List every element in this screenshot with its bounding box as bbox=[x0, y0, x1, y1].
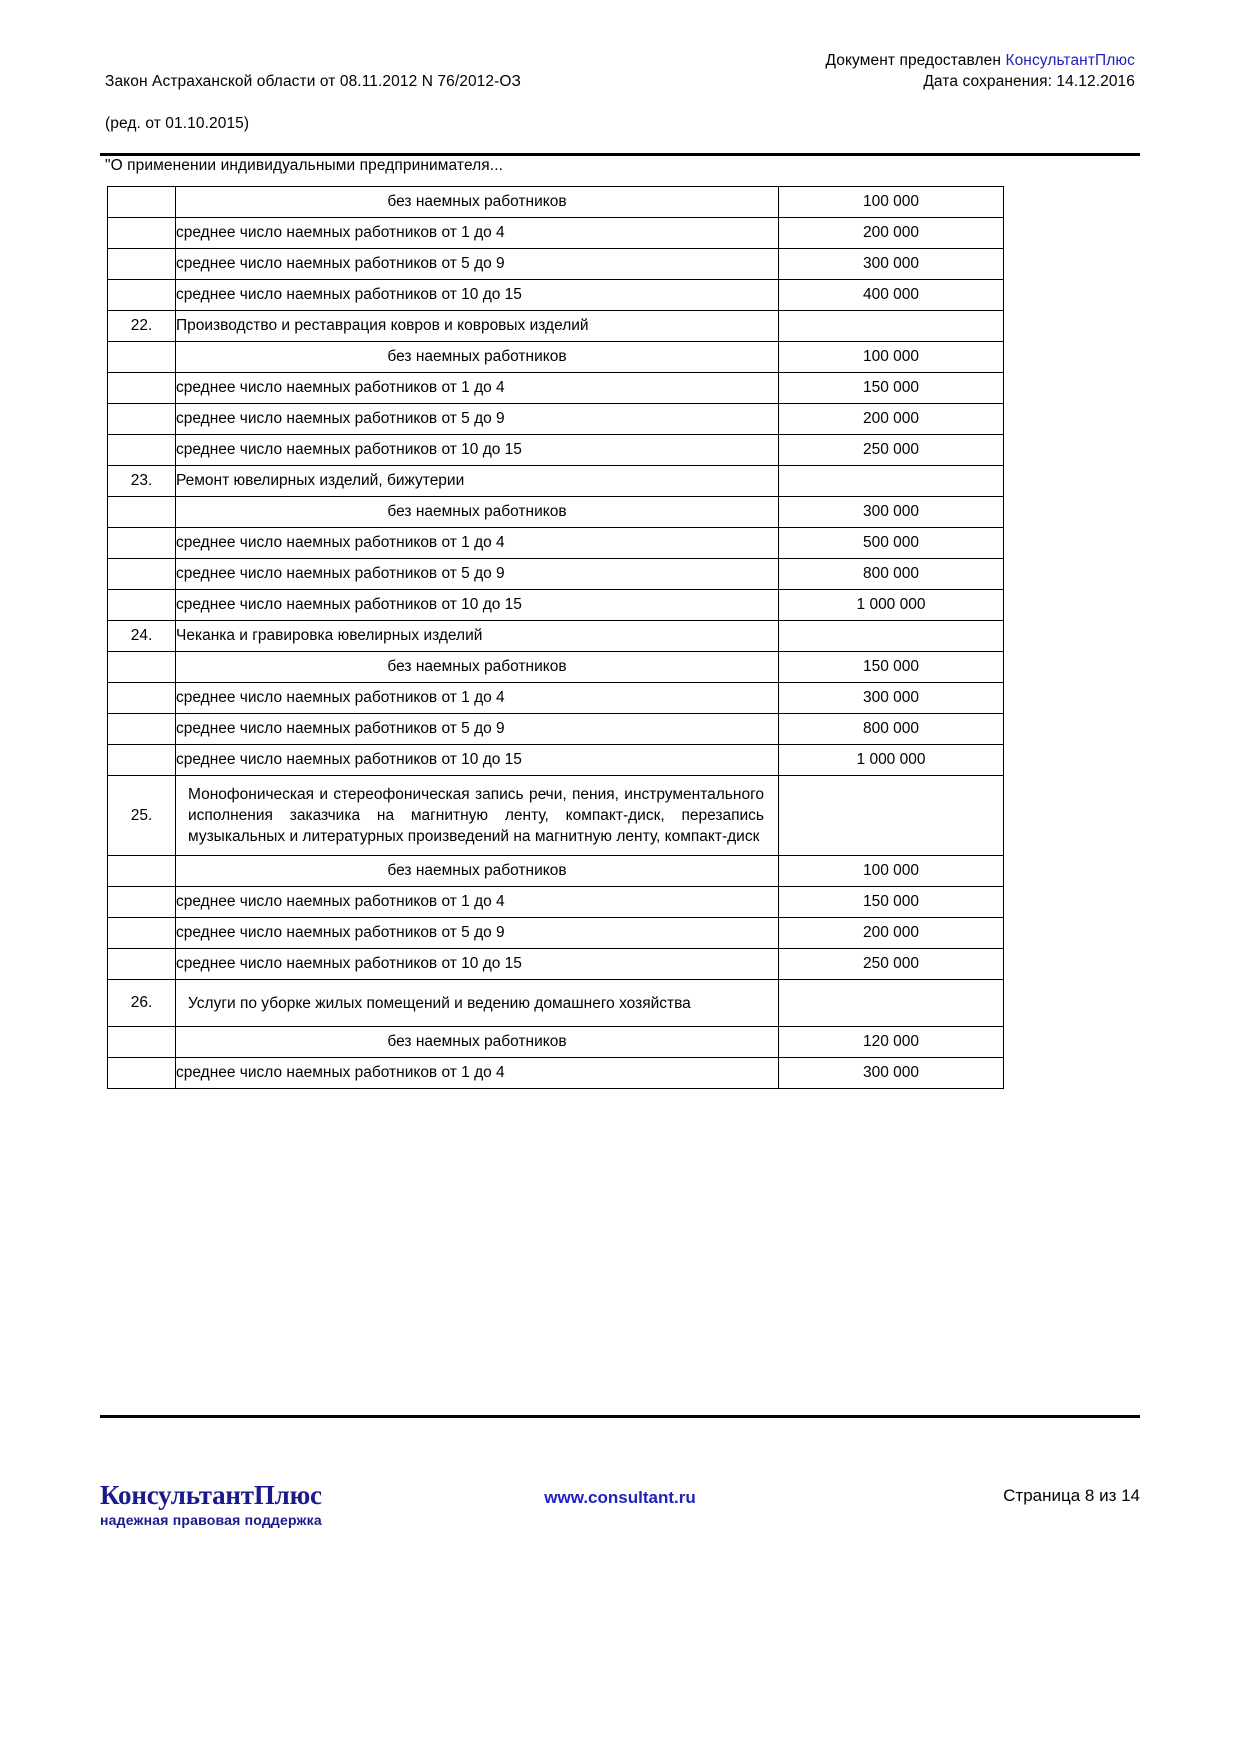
header-divider-rule bbox=[100, 153, 1140, 156]
table-row bbox=[108, 404, 1004, 435]
row-number-cell bbox=[108, 497, 176, 528]
row-description-cell: среднее число наемных работников от 10 до 15 bbox=[176, 949, 779, 980]
row-number-cell bbox=[108, 652, 176, 683]
row-description-cell: среднее число наемных работников от 5 до 9 bbox=[176, 404, 779, 435]
row-description-cell: среднее число наемных работников от 10 до 15 bbox=[176, 590, 779, 621]
consultant-plus-link[interactable]: КонсультантПлюс bbox=[1005, 52, 1135, 69]
row-amount-cell bbox=[779, 980, 1004, 1027]
row-number-cell bbox=[108, 1058, 176, 1089]
row-amount-cell: 150 000 bbox=[779, 373, 1004, 404]
row-number-cell bbox=[108, 714, 176, 745]
row-description-cell: среднее число наемных работников от 10 до 15 bbox=[176, 745, 779, 776]
patent-income-table bbox=[107, 186, 1004, 1089]
footer-brand bbox=[100, 1480, 322, 1530]
row-description-cell: среднее число наемных работников от 5 до 9 bbox=[176, 918, 779, 949]
row-amount-cell bbox=[779, 311, 1004, 342]
row-amount-cell: 400 000 bbox=[779, 280, 1004, 311]
provided-by-line bbox=[826, 50, 1136, 71]
table-row bbox=[108, 218, 1004, 249]
row-description-cell: среднее число наемных работников от 10 до 15 bbox=[176, 280, 779, 311]
consultant-plus-logo: КонсультантПлюс bbox=[100, 1480, 322, 1510]
table-row bbox=[108, 435, 1004, 466]
row-amount-cell: 300 000 bbox=[779, 683, 1004, 714]
row-description-cell: среднее число наемных работников от 1 до 4 bbox=[176, 218, 779, 249]
row-description-cell: без наемных работников bbox=[176, 1027, 779, 1058]
table-row bbox=[108, 745, 1004, 776]
table-row bbox=[108, 249, 1004, 280]
row-amount-cell: 150 000 bbox=[779, 887, 1004, 918]
row-number-cell bbox=[108, 373, 176, 404]
table-row bbox=[108, 621, 1004, 652]
table-row bbox=[108, 311, 1004, 342]
table-row bbox=[108, 528, 1004, 559]
table-row bbox=[108, 497, 1004, 528]
row-description-cell: среднее число наемных работников от 5 до 9 bbox=[176, 714, 779, 745]
row-description-cell: без наемных работников bbox=[176, 856, 779, 887]
table-row bbox=[108, 652, 1004, 683]
row-description-cell: среднее число наемных работников от 1 до 4 bbox=[176, 373, 779, 404]
table-row bbox=[108, 1027, 1004, 1058]
table-row bbox=[108, 887, 1004, 918]
row-amount-cell: 200 000 bbox=[779, 218, 1004, 249]
table-row bbox=[108, 776, 1004, 856]
document-title-line-3: "О применении индивидуальными предпринимателя... bbox=[105, 157, 504, 174]
row-amount-cell: 100 000 bbox=[779, 187, 1004, 218]
row-number-cell bbox=[108, 280, 176, 311]
row-number-cell bbox=[108, 683, 176, 714]
document-provenance-block bbox=[826, 50, 1136, 92]
row-amount-cell bbox=[779, 466, 1004, 497]
row-amount-cell: 1 000 000 bbox=[779, 590, 1004, 621]
row-description-cell: Производство и реставрация ковров и ковровых изделий bbox=[176, 311, 779, 342]
row-description-cell: Ремонт ювелирных изделий, бижутерии bbox=[176, 466, 779, 497]
page-footer bbox=[100, 1480, 1140, 1560]
consultant-plus-tagline: надежная правовая поддержка bbox=[100, 1512, 322, 1528]
row-amount-cell: 300 000 bbox=[779, 249, 1004, 280]
table-row bbox=[108, 714, 1004, 745]
row-description-cell: без наемных работников bbox=[176, 497, 779, 528]
document-title-line-1: Закон Астраханской области от 08.11.2012 N 76/2012-ОЗ bbox=[105, 73, 522, 90]
row-number-cell bbox=[108, 745, 176, 776]
row-amount-cell: 250 000 bbox=[779, 435, 1004, 466]
row-number-cell bbox=[108, 918, 176, 949]
table-row bbox=[108, 466, 1004, 497]
row-amount-cell bbox=[779, 776, 1004, 856]
row-description-cell: без наемных работников bbox=[176, 652, 779, 683]
row-number-cell: 22. bbox=[108, 311, 176, 342]
row-number-cell bbox=[108, 559, 176, 590]
row-amount-cell: 1 000 000 bbox=[779, 745, 1004, 776]
row-number-cell bbox=[108, 187, 176, 218]
table-row bbox=[108, 918, 1004, 949]
row-number-cell: 26. bbox=[108, 980, 176, 1027]
saved-date: Дата сохранения: 14.12.2016 bbox=[923, 73, 1135, 90]
row-amount-cell: 150 000 bbox=[779, 652, 1004, 683]
row-amount-cell: 100 000 bbox=[779, 342, 1004, 373]
consultant-website-link[interactable]: www.consultant.ru bbox=[544, 1488, 696, 1507]
row-amount-cell: 800 000 bbox=[779, 714, 1004, 745]
row-number-cell bbox=[108, 1027, 176, 1058]
row-description-cell: среднее число наемных работников от 1 до 4 bbox=[176, 683, 779, 714]
row-number-cell bbox=[108, 249, 176, 280]
row-description-cell: без наемных работников bbox=[176, 187, 779, 218]
row-number-cell: 25. bbox=[108, 776, 176, 856]
row-description-cell: среднее число наемных работников от 5 до 9 bbox=[176, 559, 779, 590]
row-description-cell: среднее число наемных работников от 10 до 15 bbox=[176, 435, 779, 466]
row-number-cell bbox=[108, 435, 176, 466]
table-row bbox=[108, 373, 1004, 404]
row-description-cell: без наемных работников bbox=[176, 342, 779, 373]
table-row bbox=[108, 342, 1004, 373]
row-amount-cell: 200 000 bbox=[779, 404, 1004, 435]
row-number-cell bbox=[108, 590, 176, 621]
row-amount-cell: 300 000 bbox=[779, 497, 1004, 528]
table-row bbox=[108, 187, 1004, 218]
row-description-cell: Чеканка и гравировка ювелирных изделий bbox=[176, 621, 779, 652]
row-number-cell bbox=[108, 528, 176, 559]
table-row bbox=[108, 280, 1004, 311]
row-description-cell: Монофоническая и стереофоническая запись речи, пения, инструментального исполнения заказчика на магнитную ленту, компакт-диск, перезапись музыкальных и литературных произведений на магнитную ленту, компакт-диск bbox=[176, 776, 779, 856]
row-number-cell bbox=[108, 218, 176, 249]
row-description-cell: среднее число наемных работников от 5 до 9 bbox=[176, 249, 779, 280]
row-number-cell: 24. bbox=[108, 621, 176, 652]
row-number-cell bbox=[108, 949, 176, 980]
table-row bbox=[108, 980, 1004, 1027]
row-amount-cell: 500 000 bbox=[779, 528, 1004, 559]
table-row bbox=[108, 590, 1004, 621]
row-description-cell: среднее число наемных работников от 1 до 4 bbox=[176, 887, 779, 918]
row-amount-cell: 120 000 bbox=[779, 1027, 1004, 1058]
row-amount-cell bbox=[779, 621, 1004, 652]
table-body bbox=[108, 187, 1004, 1089]
table-row bbox=[108, 683, 1004, 714]
row-description-cell: среднее число наемных работников от 1 до 4 bbox=[176, 1058, 779, 1089]
row-number-cell bbox=[108, 404, 176, 435]
table-row bbox=[108, 856, 1004, 887]
row-description-cell: Услуги по уборке жилых помещений и ведению домашнего хозяйства bbox=[176, 980, 779, 1027]
row-amount-cell: 200 000 bbox=[779, 918, 1004, 949]
document-title-block bbox=[105, 50, 521, 197]
row-description-cell: среднее число наемных работников от 1 до 4 bbox=[176, 528, 779, 559]
page-header bbox=[105, 50, 1135, 197]
row-number-cell bbox=[108, 887, 176, 918]
document-title-line-2: (ред. от 01.10.2015) bbox=[105, 115, 250, 132]
provided-by-label: Документ предоставлен bbox=[825, 52, 1002, 69]
footer-divider-rule bbox=[100, 1415, 1140, 1418]
row-number-cell bbox=[108, 856, 176, 887]
row-amount-cell: 800 000 bbox=[779, 559, 1004, 590]
table-row bbox=[108, 559, 1004, 590]
row-number-cell bbox=[108, 342, 176, 373]
table-row bbox=[108, 949, 1004, 980]
row-amount-cell: 100 000 bbox=[779, 856, 1004, 887]
row-amount-cell: 250 000 bbox=[779, 949, 1004, 980]
table-row bbox=[108, 1058, 1004, 1089]
row-number-cell: 23. bbox=[108, 466, 176, 497]
row-amount-cell: 300 000 bbox=[779, 1058, 1004, 1089]
page-number-label: Страница 8 из 14 bbox=[1003, 1486, 1140, 1505]
